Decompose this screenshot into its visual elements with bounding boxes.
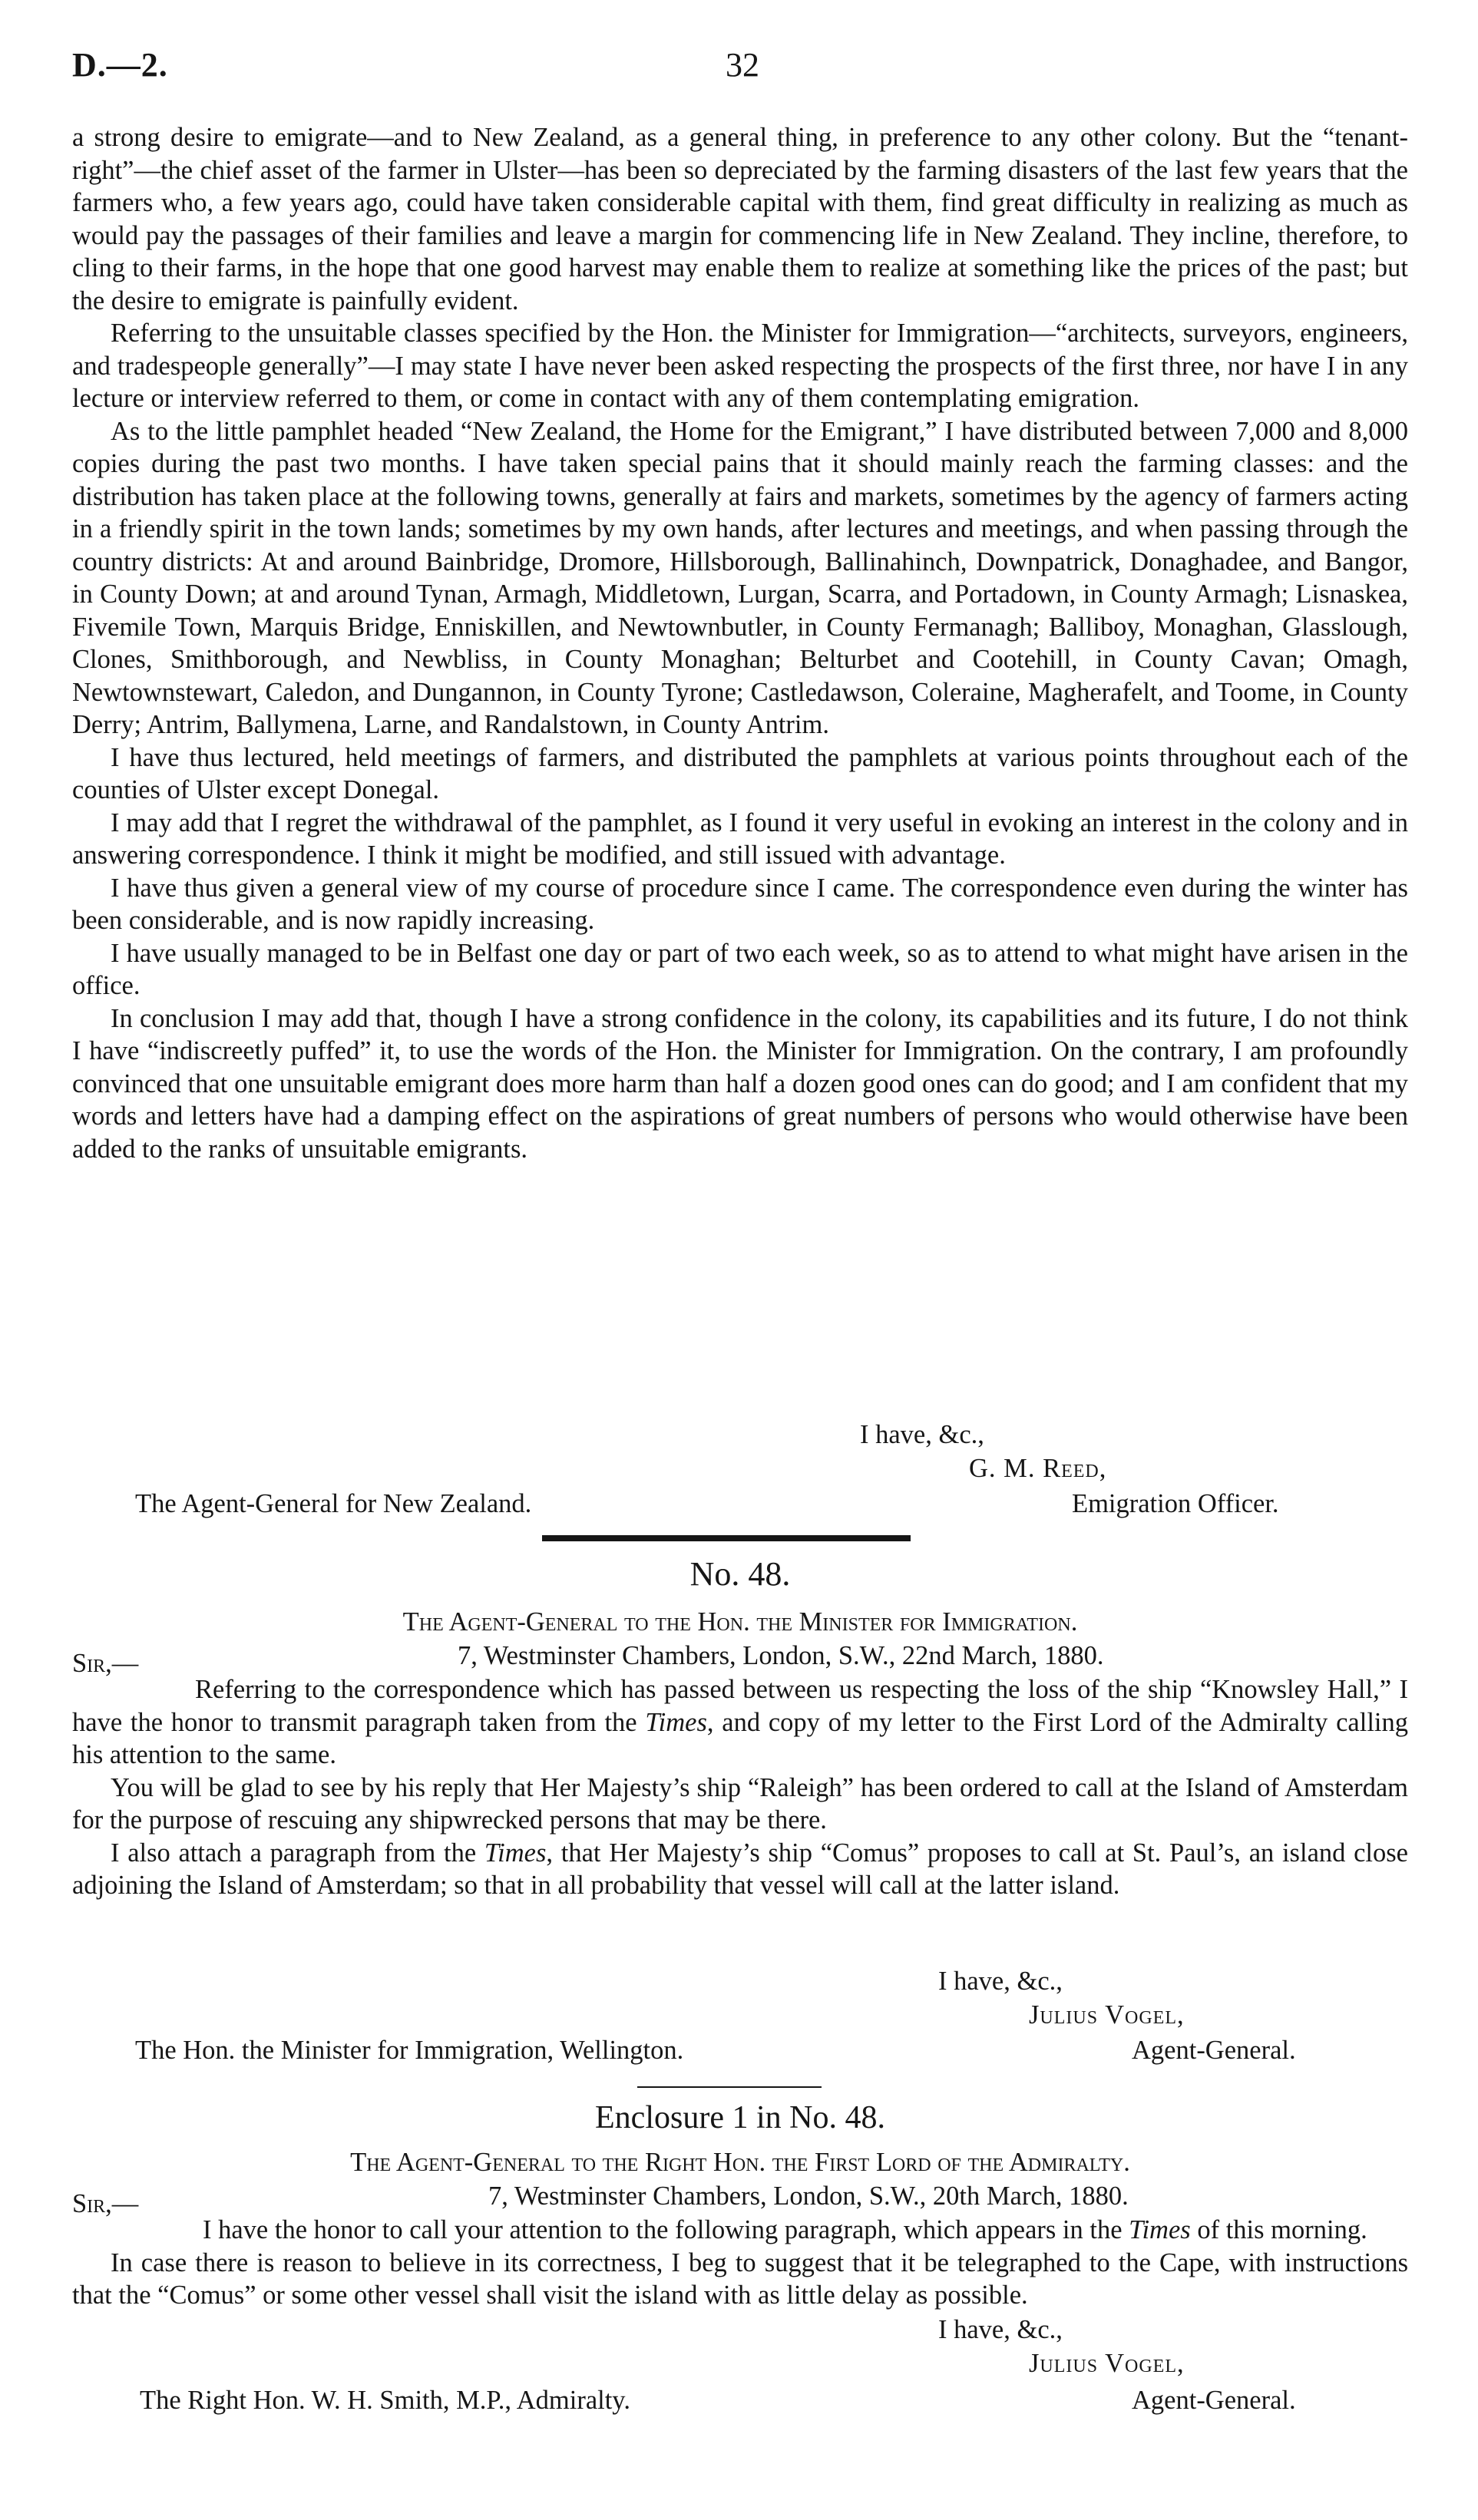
- times-reference: Times: [645, 1707, 707, 1737]
- no48-title: Agent-General.: [1132, 2036, 1296, 2065]
- enclosure-paragraph-2: In case there is reason to believe in its correctness, I beg to suggest that it be telegraphed to the Cape, with instructions that the “Comus” or some other vessel shall visit the island with as little delay as possible.: [72, 2248, 1408, 2310]
- report-paragraph-8: In conclusion I may add that, though I have a strong confidence in the colony, its capabilities and its future, I do not think I have “indiscreetly puffed” it, to use the words of the Hon. the Minister for Immigration. On the contrary, I am profoundly convinced that one unsuitable emigrant does more harm than half a dozen good ones can do good; and I am confident that my words and letters have had a damping effect on the aspirations of great numbers of persons who would otherwise have been added to the ranks of unsuitable emigrants.: [72, 1003, 1408, 1164]
- enclosure-closing: I have, &c.,: [938, 2315, 1063, 2344]
- report-paragraph-4: I have thus lectured, held meetings of farmers, and distributed the pamphlets at various points throughout each of the counties of Ulster except Donegal.: [72, 742, 1408, 804]
- no48-paragraph-2: You will be glad to see by his reply that Her Majesty’s ship “Raleigh” has been ordered to call at the Island of Amsterdam for the purpose of rescuing any shipwrecked persons that may be there.: [72, 1772, 1408, 1835]
- enclosure-body: [72, 2214, 1408, 2312]
- enclosure-signature: Julius Vogel,: [1029, 2349, 1185, 2378]
- enclosure-paragraph-1: I have the honor to call your attention to the following paragraph, which appears in the Times of this morning.: [203, 2215, 1367, 2244]
- no48-address-date: 7, Westminster Chambers, London, S.W., 22nd March, 1880.: [458, 1641, 1104, 1670]
- no48-from-to: The Agent-General to the Hon. the Minister for Immigration.: [402, 1607, 1078, 1637]
- no48-heading: No. 48.: [689, 1555, 791, 1593]
- doc-reference: D.—2.: [72, 46, 168, 84]
- section-divider-thin: [637, 2086, 822, 2088]
- times-reference: Times: [484, 1838, 547, 1868]
- no48-paragraph-1: Referring to the correspondence which has passed between us respecting the loss of the ship “Knowsley Hall,” I have the honor to transmit paragraph taken from the Times, and copy of my letter to the First Lord of the Admiralty calling his attention to the same.: [72, 1675, 1408, 1769]
- no48-salutation: Sir,—: [72, 1649, 139, 1678]
- enclosure-addressee: The Right Hon. W. H. Smith, M.P., Admiralty.: [140, 2386, 630, 2415]
- enclosure-from-to: The Agent-General to the Right Hon. the First Lord of the Admiralty.: [350, 2148, 1130, 2177]
- section-divider-heavy: [542, 1535, 911, 1541]
- report-paragraph-6: I have thus given a general view of my course of procedure since I came. The correspondence even during the winter has been considerable, and is now rapidly increasing.: [72, 873, 1408, 935]
- no48-signature: Julius Vogel,: [1029, 2000, 1185, 2030]
- enclosure-heading: Enclosure 1 in No. 48.: [595, 2100, 885, 2135]
- report-paragraph-7: I have usually managed to be in Belfast one day or part of two each week, so as to attend to what might have arisen in the office.: [72, 938, 1408, 1000]
- report-body: [72, 121, 1408, 1165]
- no48-body: [72, 1673, 1408, 1902]
- no48-paragraph-3: I also attach a paragraph from the Times, that Her Majesty’s ship “Comus” proposes to call at St. Paul’s, an island close adjoining the Island of Amsterdam; so that in all probability that vessel will call at the latter island.: [72, 1838, 1408, 1900]
- report-signature: G. M. Reed,: [969, 1454, 1107, 1483]
- report-addressee: The Agent-General for New Zealand.: [135, 1489, 532, 1518]
- report-title: Emigration Officer.: [1072, 1489, 1279, 1518]
- report-paragraph-5: I may add that I regret the withdrawal of the pamphlet, as I found it very useful in evoking an interest in the colony and in answering correspondence. I think it might be modified, and still issued with advantage.: [72, 808, 1408, 870]
- enclosure-salutation: Sir,—: [72, 2189, 139, 2218]
- times-reference: Times: [1129, 2215, 1191, 2244]
- no48-closing: I have, &c.,: [938, 1967, 1063, 1996]
- enclosure-address-date: 7, Westminster Chambers, London, S.W., 20th March, 1880.: [488, 2181, 1129, 2211]
- report-paragraph-3: As to the little pamphlet headed “New Zealand, the Home for the Emigrant,” I have distributed between 7,000 and 8,000 copies during the past two months. I have taken special pains that it should mainly reach the farming classes: and the distribution has taken place at the following towns, generally at fairs and markets, sometimes by the agency of farmers acting in a friendly spirit in the town lands; sometimes by my own hands, after lectures and meetings, and when passing through the country districts: At and around Bainbridge, Dromore, Hillsborough, Ballinahinch, Downpatrick, Donaghadee, and Bangor, in County Down; at and around Tynan, Armagh, Middletown, Lurgan, Scarra, and Portadown, in County Armagh; Lisnaskea, Fivemile Town, Marquis Bridge, Enniskillen, and Newtownbutler, in County Fermanagh; Balliboy, Monaghan, Glasslough, Clones, Smithborough, and Newbliss, in County Monaghan; Belturbet and Cootehill, in County Cavan; Omagh, Newtownstewart, Caledon, and Dungannon, in County Tyrone; Castledawson, Coleraine, Magherafelt, and Toome, in County Derry; Antrim, Ballymena, Larne, and Randalstown, in County Antrim.: [72, 416, 1408, 739]
- report-paragraph-2: Referring to the unsuitable classes specified by the Hon. the Minister for Immigration—“architects, surveyors, engineers, and tradespeople generally”—I may state I have never been asked respecting the prospects of the first three, nor have I in any lecture or interview referred to them, or come in contact with any of them contemplating emigration.: [72, 319, 1408, 413]
- enclosure-title: Agent-General.: [1132, 2386, 1296, 2415]
- report-closing: I have, &c.,: [860, 1420, 984, 1449]
- report-paragraph-1: a strong desire to emigrate—and to New Zealand, as a general thing, in preference to any other colony. But the “tenant-right”—the chief asset of the farmer in Ulster—has been so depreciated by the farming disasters of the last few years that the farmers who, a few years ago, could have taken considerable capital with them, find great difficulty in realizing as much as would pay the passages of their families and leave a margin for commencing life in New Zealand. They incline, therefore, to cling to their farms, in the hope that one good harvest may enable them to realize at something like the prices of the past; but the desire to emigrate is painfully evident.: [72, 123, 1408, 315]
- no48-addressee: The Hon. the Minister for Immigration, Wellington.: [135, 2036, 684, 2065]
- page-number: 32: [726, 46, 759, 84]
